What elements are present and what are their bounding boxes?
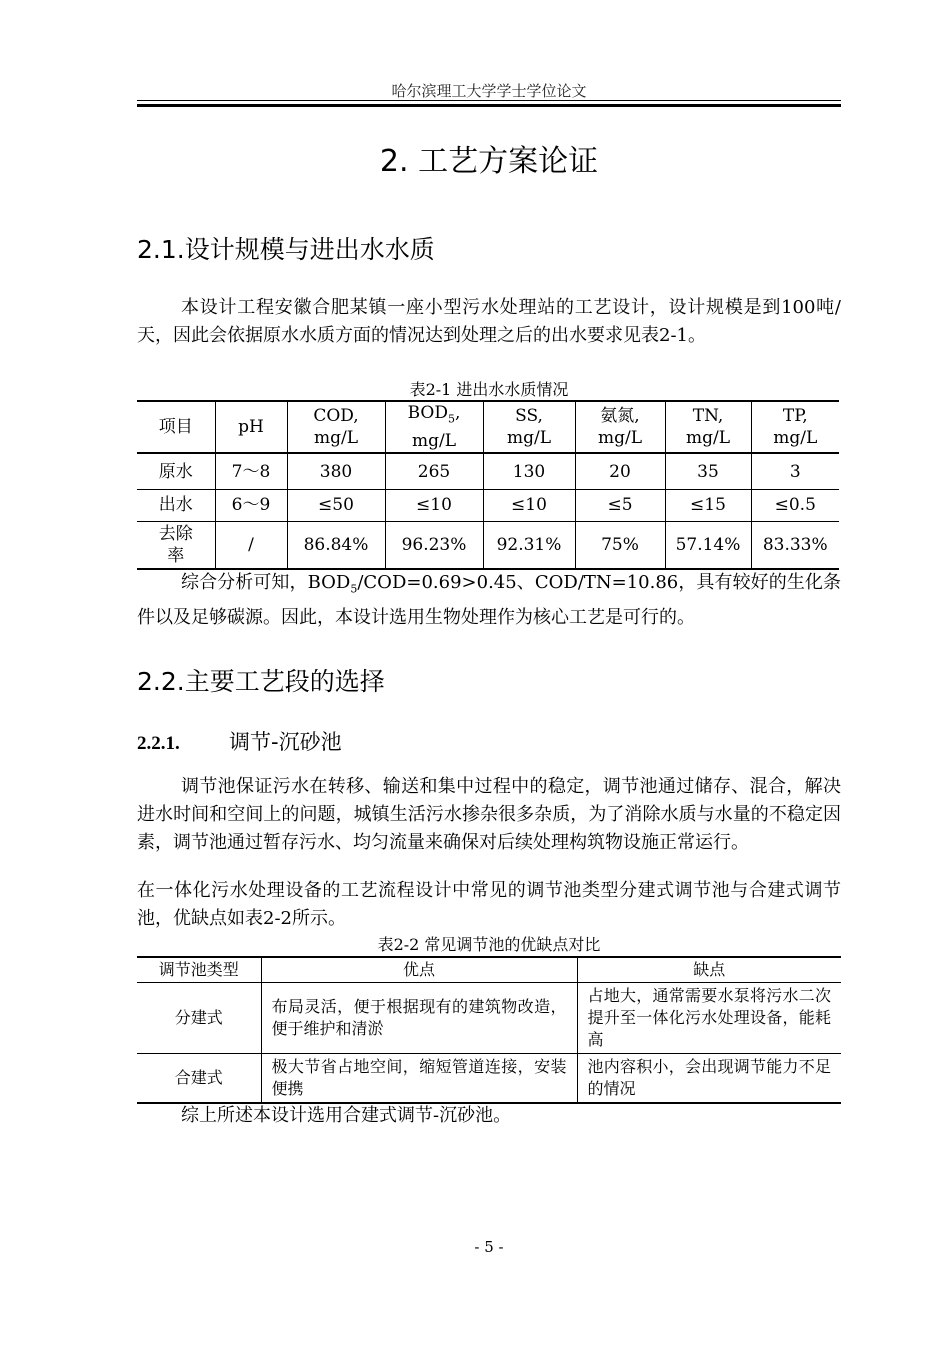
section-heading-2-2: 2.2.主要工艺段的选择 [137, 667, 385, 696]
table-row-separate [137, 983, 841, 1054]
header-cell [665, 401, 751, 453]
table-cell: 去除率 [137, 521, 215, 569]
subsection-heading-2-2-1 [137, 726, 342, 756]
table-cell: 83.33% [751, 521, 839, 569]
section-heading-2-1: 2.1.设计规模与进出水水质 [137, 235, 435, 264]
table-cell: 75% [575, 521, 665, 569]
running-header: 哈尔滨理工大学学士学位论文 [391, 82, 587, 100]
header-cell: 优点 [261, 957, 577, 983]
table-row-raw-water [137, 453, 839, 489]
header-label-comma: , [454, 403, 461, 423]
table-cell: 7～8 [215, 453, 287, 489]
page-number: - 5 - [474, 1238, 504, 1256]
header-unit: mg/L [313, 428, 359, 449]
header-rule-thick [137, 104, 841, 107]
table-cell: 380 [287, 453, 385, 489]
table-cell: 分建式 [137, 983, 261, 1054]
paragraph-conclusion: 综上所述本设计选用合建式调节-沉砂池。 [181, 1105, 512, 1126]
table-cell: 极大节省占地空间，缩短管道连接，安装便携 [261, 1054, 577, 1104]
table-cell: 6～9 [215, 489, 287, 521]
table-cell: 3 [751, 453, 839, 489]
header-label: COD, [313, 406, 359, 427]
table-tank-comparison [137, 956, 841, 1104]
paragraph-tank-types: 在一体化污水处理设备的工艺流程设计中常见的调节池类型分建式调节池与合建式调节池，优缺点如表2-2所示。 [137, 880, 841, 929]
table-cell: 130 [483, 453, 575, 489]
table-cell: 出水 [137, 489, 215, 521]
header-cell: 调节池类型 [137, 957, 261, 983]
paragraph-analysis [137, 569, 841, 632]
header-cell: 缺点 [577, 957, 841, 983]
table-cell: 86.84% [287, 521, 385, 569]
header-cell [483, 401, 575, 453]
header-unit: mg/L [773, 428, 818, 449]
header-rule-thin [137, 100, 841, 101]
table-cell: ≤5 [575, 489, 665, 521]
header-label: 氨氮, [600, 406, 640, 427]
header-cell: 项目 [137, 401, 215, 453]
table-cell: 265 [385, 453, 483, 489]
table-cell: ≤10 [385, 489, 483, 521]
header-label: SS, [515, 406, 543, 427]
subsection-title: 调节-沉砂池 [229, 730, 342, 754]
header-cell: pH [215, 401, 287, 453]
header-cell [385, 401, 483, 453]
table-row-combined [137, 1054, 841, 1104]
header-label: TN, [692, 406, 724, 427]
table-header-row [137, 957, 841, 983]
table-row-removal-rate [137, 521, 839, 569]
header-cell [751, 401, 839, 453]
header-label: TP, [782, 406, 808, 427]
header-subscript: 5 [447, 412, 455, 426]
table-cell: / [215, 521, 287, 569]
table-cell: ≤50 [287, 489, 385, 521]
analysis-subscript: 5 [350, 582, 358, 596]
analysis-text-prefix: 综合分析可知，BOD [181, 572, 351, 593]
table-cell: 20 [575, 453, 665, 489]
subsection-number: 2.2.1. [137, 733, 180, 754]
table-row-effluent [137, 489, 839, 521]
header-unit: mg/L [506, 428, 552, 449]
header-unit: mg/L [685, 428, 731, 449]
table-cell: ≤10 [483, 489, 575, 521]
table-header-row [137, 401, 839, 453]
table-cell: 布局灵活，便于根据现有的建筑物改造，便于维护和清淤 [261, 983, 577, 1054]
header-unit: mg/L [411, 431, 457, 452]
header-cell [287, 401, 385, 453]
table-cell: 57.14% [665, 521, 751, 569]
table-cell: ≤0.5 [751, 489, 839, 521]
paragraph-design-scale: 本设计工程安徽合肥某镇一座小型污水处理站的工艺设计，设计规模是到100吨/天，因此会依据原水水质方面的情况达到处理之后的出水要求见表2-1。 [137, 297, 841, 346]
table-cell: 池内容积小，会出现调节能力不足的情况 [577, 1054, 841, 1104]
header-label: BOD [407, 403, 448, 423]
paragraph-regulating-tank: 调节池保证污水在转移、输送和集中过程中的稳定，调节池通过储存、混合，解决进水时间和空间上的问题，城镇生活污水掺杂很多杂质，为了消除水质与水量的不稳定因素，调节池通过暂存污水、均匀流量来确保对后续处理构筑物设施正常运行。 [137, 776, 841, 853]
table-2-2-caption: 表2-2 常见调节池的优缺点对比 [377, 935, 601, 954]
table-cell: 占地大，通常需要水泵将污水二次提升至一体化污水处理设备，能耗高 [577, 983, 841, 1054]
table-cell: 96.23% [385, 521, 483, 569]
table-cell: ≤15 [665, 489, 751, 521]
table-cell: 35 [665, 453, 751, 489]
analysis-text-suffix: /COD=0.69>0.45、COD/TN=10.86，具有较好的生化条件以及足够碳源。因此，本设计选用生物处理作为核心工艺是可行的。 [137, 572, 841, 628]
table-cell: 92.31% [483, 521, 575, 569]
table-cell: 原水 [137, 453, 215, 489]
header-cell [575, 401, 665, 453]
chapter-title: 2. 工艺方案论证 [379, 144, 599, 179]
table-2-1-caption: 表2-1 进出水水质情况 [409, 380, 569, 399]
table-water-quality [137, 400, 839, 570]
table-cell: 合建式 [137, 1054, 261, 1104]
header-unit: mg/L [597, 428, 643, 449]
